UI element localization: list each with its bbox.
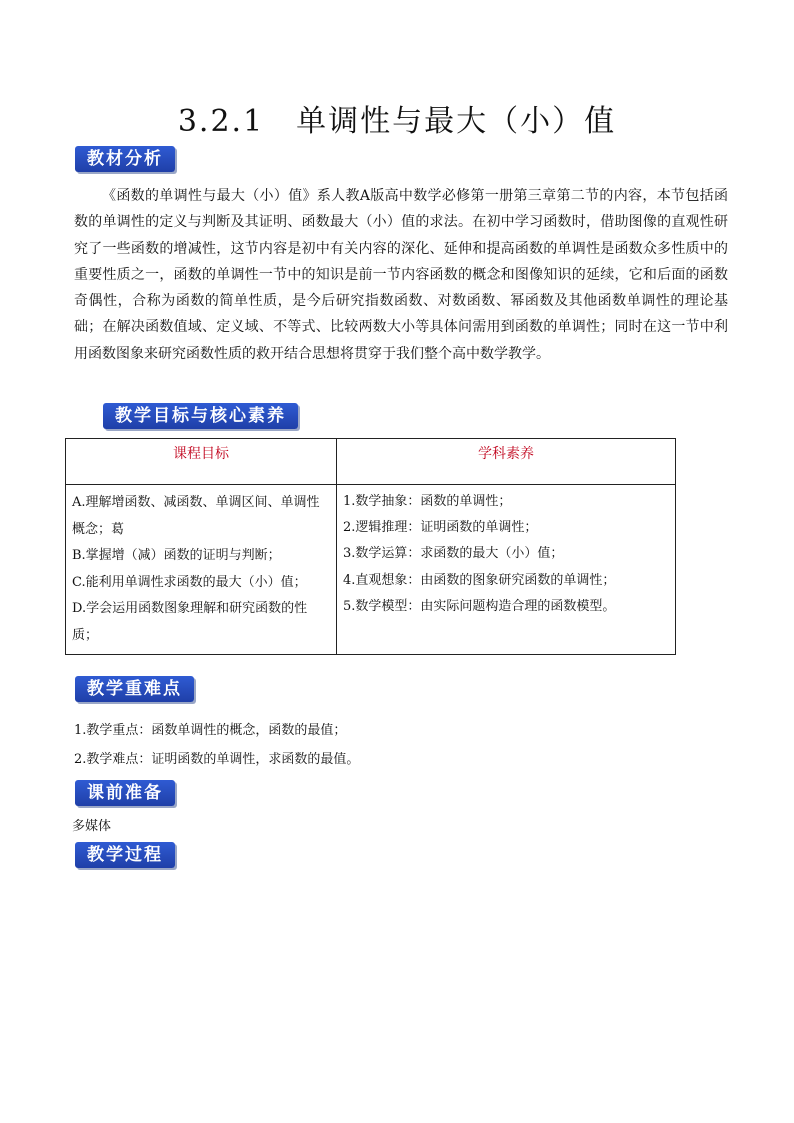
section-badge-preparation: 课前准备	[75, 780, 175, 806]
literacy-cell	[337, 485, 676, 655]
goals-table-header-row	[66, 439, 676, 485]
section-badge-analysis: 教材分析	[75, 146, 175, 172]
literacy-item: 4.直观想象：由函数的图象研究函数的单调性；	[343, 572, 616, 588]
key-point-difficulty: 2.教学难点：证明函数的单调性，求函数的最值。	[74, 752, 360, 767]
literacy-item: 5.数学模型：由实际问题构造合理的函数模型。	[343, 598, 616, 614]
course-goal-item: A.理解增函数、减函数、单调区间、单调性概念；葛	[72, 495, 320, 537]
literacy-item: 2.逻辑推理：证明函数的单调性；	[343, 520, 538, 536]
preparation-text: 多媒体	[72, 819, 112, 834]
course-goal-item: B.掌握增（减）函数的证明与判断；	[72, 548, 281, 564]
literacy-item: 3.数学运算：求函数的最大（小）值；	[343, 546, 564, 562]
section-badge-key-points: 教学重难点	[75, 676, 194, 702]
course-goal-item: C.能利用单调性求函数的最大（小）值；	[72, 574, 307, 590]
goals-table	[65, 438, 676, 655]
literacy-item: 1.数学抽象：函数的单调性；	[343, 494, 512, 509]
header-subject-literacy: 学科素养	[337, 439, 676, 485]
section-badge-process: 教学过程	[75, 842, 175, 868]
key-point-focus: 1.教学重点：函数单调性的概念，函数的最值；	[74, 723, 347, 738]
page-title: 3.2.1 单调性与最大（小）值	[177, 104, 617, 139]
header-course-goals: 课程目标	[66, 439, 337, 485]
course-goals-cell	[66, 485, 337, 655]
intro-paragraph: 《函数的单调性与最大（小）值》系人教A版高中数学必修第一册第三章第二节的内容，本节包括函数的单调性的定义与判断及其证明、函数最大（小）值的求法。在初中学习函数时，借助图像的直观性研究了一些函数的增减性，这节内容是初中有关内容的深化、延伸和提高函数的单调性是函数众多性质中的重要性质之一，函数的单调性一节中的知识是前一节内容函数的概念和图像知识的延续，它和后面的函数奇偶性，合称为函数的简单性质，是今后研究指数函数、对数函数、幂函数及其他函数单调性的理论基础；在解决函数值域、定义域、不等式、比较两数大小等具体问需用到函数的单调性；同时在这一节中利用函数图象来研究函数性质的救开结合思想将贯穿于我们整个高中数学教学。	[74, 188, 728, 362]
course-goal-item: D.学会运用函数图象理解和研究函数的性质；	[72, 601, 308, 643]
goals-table-body-row	[66, 485, 676, 655]
section-badge-goals: 教学目标与核心素养	[103, 403, 298, 429]
